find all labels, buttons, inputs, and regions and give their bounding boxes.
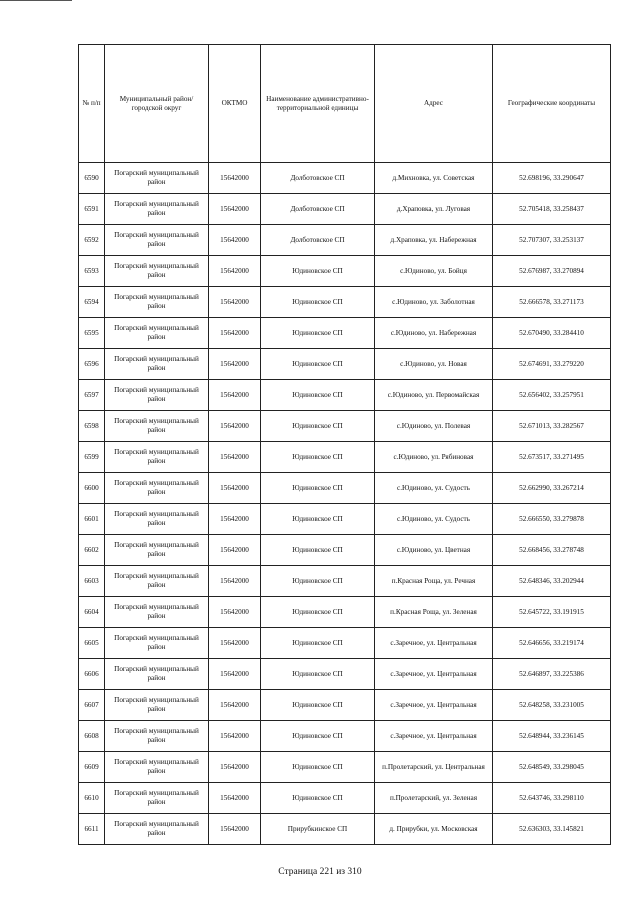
cell-district: Погарский муниципальный район xyxy=(105,597,209,628)
header-unit: Наименование административно-территориальной единицы xyxy=(261,45,375,163)
cell-num: 6608 xyxy=(79,721,105,752)
cell-address: п.Красная Роща, ул. Зеленая xyxy=(375,597,493,628)
cell-unit: Юдиновское СП xyxy=(261,783,375,814)
cell-address: с.Юдиново, ул. Бойця xyxy=(375,256,493,287)
cell-unit: Юдиновское СП xyxy=(261,752,375,783)
cell-unit: Юдиновское СП xyxy=(261,659,375,690)
cell-district: Погарский муниципальный район xyxy=(105,690,209,721)
cell-district: Погарский муниципальный район xyxy=(105,256,209,287)
cell-coords: 52.646897, 33.225386 xyxy=(493,659,611,690)
cell-unit: Юдиновское СП xyxy=(261,349,375,380)
cell-oktmo: 15642000 xyxy=(209,380,261,411)
cell-unit: Юдиновское СП xyxy=(261,535,375,566)
cell-unit: Долботовское СП xyxy=(261,163,375,194)
cell-unit: Юдиновское СП xyxy=(261,473,375,504)
cell-coords: 52.671013, 33.282567 xyxy=(493,411,611,442)
table-row xyxy=(79,659,611,690)
cell-address: с.Заречное, ул. Центральная xyxy=(375,721,493,752)
cell-coords: 52.666578, 33.271173 xyxy=(493,287,611,318)
cell-district: Погарский муниципальный район xyxy=(105,721,209,752)
cell-oktmo: 15642000 xyxy=(209,287,261,318)
cell-oktmo: 15642000 xyxy=(209,814,261,845)
cell-oktmo: 15642000 xyxy=(209,225,261,256)
cell-oktmo: 15642000 xyxy=(209,504,261,535)
table-row xyxy=(79,318,611,349)
cell-oktmo: 15642000 xyxy=(209,163,261,194)
cell-unit: Прирубкинское СП xyxy=(261,814,375,845)
table-row xyxy=(79,256,611,287)
cell-num: 6599 xyxy=(79,442,105,473)
table-row xyxy=(79,752,611,783)
cell-oktmo: 15642000 xyxy=(209,597,261,628)
table-row xyxy=(79,163,611,194)
registry-table xyxy=(78,44,611,845)
cell-num: 6604 xyxy=(79,597,105,628)
cell-oktmo: 15642000 xyxy=(209,721,261,752)
cell-address: с.Юдиново, ул. Судость xyxy=(375,504,493,535)
cell-num: 6591 xyxy=(79,194,105,225)
cell-coords: 52.636303, 33.145821 xyxy=(493,814,611,845)
cell-unit: Юдиновское СП xyxy=(261,287,375,318)
cell-coords: 52.646656, 33.219174 xyxy=(493,628,611,659)
cell-oktmo: 15642000 xyxy=(209,566,261,597)
cell-num: 6601 xyxy=(79,504,105,535)
cell-coords: 52.643746, 33.298110 xyxy=(493,783,611,814)
table-row xyxy=(79,535,611,566)
cell-num: 6609 xyxy=(79,752,105,783)
cell-oktmo: 15642000 xyxy=(209,535,261,566)
cell-oktmo: 15642000 xyxy=(209,442,261,473)
table-row xyxy=(79,597,611,628)
cell-oktmo: 15642000 xyxy=(209,194,261,225)
table-row xyxy=(79,380,611,411)
cell-address: с.Заречное, ул. Центральная xyxy=(375,659,493,690)
cell-district: Погарский муниципальный район xyxy=(105,628,209,659)
cell-oktmo: 15642000 xyxy=(209,659,261,690)
cell-num: 6603 xyxy=(79,566,105,597)
cell-district: Погарский муниципальный район xyxy=(105,752,209,783)
header-num: № п/п xyxy=(79,45,105,163)
cell-coords: 52.705418, 33.258437 xyxy=(493,194,611,225)
cell-num: 6611 xyxy=(79,814,105,845)
cell-unit: Юдиновское СП xyxy=(261,628,375,659)
table-row xyxy=(79,442,611,473)
table-row xyxy=(79,225,611,256)
cell-num: 6598 xyxy=(79,411,105,442)
table-row xyxy=(79,473,611,504)
cell-coords: 52.668456, 33.278748 xyxy=(493,535,611,566)
cell-num: 6595 xyxy=(79,318,105,349)
cell-oktmo: 15642000 xyxy=(209,690,261,721)
header-oktmo: ОКТМО xyxy=(209,45,261,163)
table-row xyxy=(79,349,611,380)
cell-num: 6610 xyxy=(79,783,105,814)
cell-unit: Юдиновское СП xyxy=(261,504,375,535)
cell-district: Погарский муниципальный район xyxy=(105,194,209,225)
cell-district: Погарский муниципальный район xyxy=(105,318,209,349)
cell-address: с.Юдиново, ул. Набережная xyxy=(375,318,493,349)
cell-oktmo: 15642000 xyxy=(209,783,261,814)
corner-rule xyxy=(0,0,72,1)
cell-num: 6593 xyxy=(79,256,105,287)
cell-address: с.Юдиново, ул. Цветная xyxy=(375,535,493,566)
table-body xyxy=(79,163,611,845)
cell-unit: Юдиновское СП xyxy=(261,380,375,411)
cell-address: д.Михновка, ул. Советская xyxy=(375,163,493,194)
cell-district: Погарский муниципальный район xyxy=(105,504,209,535)
cell-num: 6607 xyxy=(79,690,105,721)
cell-oktmo: 15642000 xyxy=(209,411,261,442)
cell-num: 6597 xyxy=(79,380,105,411)
page-number: Страница 221 из 310 xyxy=(278,867,362,877)
cell-address: с.Юдиново, ул. Судость xyxy=(375,473,493,504)
cell-address: п.Пролетарский, ул. Зеленая xyxy=(375,783,493,814)
cell-num: 6592 xyxy=(79,225,105,256)
header-address: Адрес xyxy=(375,45,493,163)
cell-district: Погарский муниципальный район xyxy=(105,442,209,473)
cell-coords: 52.670490, 33.284410 xyxy=(493,318,611,349)
cell-num: 6596 xyxy=(79,349,105,380)
cell-unit: Долботовское СП xyxy=(261,225,375,256)
cell-coords: 52.676987, 33.270894 xyxy=(493,256,611,287)
cell-oktmo: 15642000 xyxy=(209,256,261,287)
cell-coords: 52.698196, 33.290647 xyxy=(493,163,611,194)
cell-address: с.Заречное, ул. Центральная xyxy=(375,690,493,721)
cell-unit: Юдиновское СП xyxy=(261,442,375,473)
cell-address: с.Юдиново, ул. Первомайская xyxy=(375,380,493,411)
cell-oktmo: 15642000 xyxy=(209,752,261,783)
table-row xyxy=(79,783,611,814)
table-row xyxy=(79,287,611,318)
table-header xyxy=(79,45,611,163)
cell-oktmo: 15642000 xyxy=(209,349,261,380)
cell-unit: Юдиновское СП xyxy=(261,597,375,628)
cell-address: с.Юдиново, ул. Новая xyxy=(375,349,493,380)
table-row xyxy=(79,566,611,597)
cell-oktmo: 15642000 xyxy=(209,318,261,349)
cell-address: п.Пролетарский, ул. Центральная xyxy=(375,752,493,783)
cell-num: 6602 xyxy=(79,535,105,566)
table-row xyxy=(79,504,611,535)
cell-district: Погарский муниципальный район xyxy=(105,163,209,194)
cell-district: Погарский муниципальный район xyxy=(105,783,209,814)
cell-coords: 52.673517, 33.271495 xyxy=(493,442,611,473)
cell-address: с.Юдиново, ул. Полевая xyxy=(375,411,493,442)
cell-district: Погарский муниципальный район xyxy=(105,659,209,690)
cell-unit: Долботовское СП xyxy=(261,194,375,225)
cell-address: д.Храповка, ул. Луговая xyxy=(375,194,493,225)
table-row xyxy=(79,411,611,442)
cell-coords: 52.656402, 33.257951 xyxy=(493,380,611,411)
cell-coords: 52.645722, 33.191915 xyxy=(493,597,611,628)
cell-address: д. Прирубки, ул. Московская xyxy=(375,814,493,845)
table-row xyxy=(79,690,611,721)
cell-district: Погарский муниципальный район xyxy=(105,535,209,566)
table-row xyxy=(79,194,611,225)
cell-coords: 52.648549, 33.298045 xyxy=(493,752,611,783)
cell-num: 6600 xyxy=(79,473,105,504)
table-row xyxy=(79,628,611,659)
header-coords: Географические координаты xyxy=(493,45,611,163)
cell-district: Погарский муниципальный район xyxy=(105,380,209,411)
table-row xyxy=(79,814,611,845)
cell-num: 6594 xyxy=(79,287,105,318)
cell-oktmo: 15642000 xyxy=(209,473,261,504)
header-district: Муниципальный район/городской округ xyxy=(105,45,209,163)
cell-district: Погарский муниципальный район xyxy=(105,411,209,442)
cell-coords: 52.648346, 33.202944 xyxy=(493,566,611,597)
cell-num: 6590 xyxy=(79,163,105,194)
cell-unit: Юдиновское СП xyxy=(261,721,375,752)
cell-coords: 52.707307, 33.253137 xyxy=(493,225,611,256)
cell-district: Погарский муниципальный район xyxy=(105,473,209,504)
cell-num: 6605 xyxy=(79,628,105,659)
cell-district: Погарский муниципальный район xyxy=(105,814,209,845)
cell-coords: 52.648258, 33.231005 xyxy=(493,690,611,721)
cell-oktmo: 15642000 xyxy=(209,628,261,659)
cell-num: 6606 xyxy=(79,659,105,690)
cell-address: с.Юдиново, ул. Рябиновая xyxy=(375,442,493,473)
cell-coords: 52.674691, 33.279220 xyxy=(493,349,611,380)
cell-district: Погарский муниципальный район xyxy=(105,349,209,380)
cell-address: д.Храповка, ул. Набережная xyxy=(375,225,493,256)
cell-unit: Юдиновское СП xyxy=(261,318,375,349)
cell-unit: Юдиновское СП xyxy=(261,256,375,287)
cell-unit: Юдиновское СП xyxy=(261,566,375,597)
cell-unit: Юдиновское СП xyxy=(261,411,375,442)
cell-coords: 52.648944, 33.236145 xyxy=(493,721,611,752)
cell-district: Погарский муниципальный район xyxy=(105,225,209,256)
cell-coords: 52.666550, 33.279878 xyxy=(493,504,611,535)
cell-district: Погарский муниципальный район xyxy=(105,287,209,318)
cell-unit: Юдиновское СП xyxy=(261,690,375,721)
cell-address: п.Красная Роща, ул. Речная xyxy=(375,566,493,597)
cell-address: с.Юдиново, ул. Заболотная xyxy=(375,287,493,318)
cell-address: с.Заречное, ул. Центральная xyxy=(375,628,493,659)
table-row xyxy=(79,721,611,752)
cell-coords: 52.662990, 33.267214 xyxy=(493,473,611,504)
cell-district: Погарский муниципальный район xyxy=(105,566,209,597)
